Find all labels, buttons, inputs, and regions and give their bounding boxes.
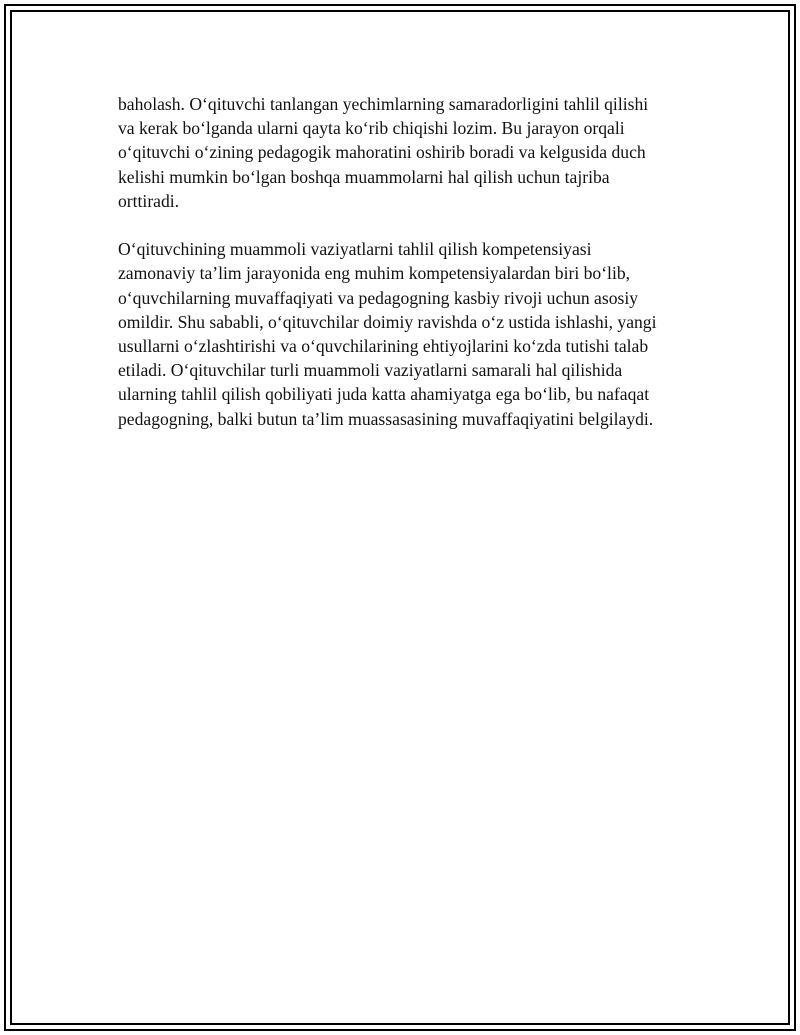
text-line: usullarni o‘zlashtirishi va o‘quvchilarining ehtiyojlarini ko‘zda tutishi talab: [118, 336, 649, 357]
text-line: omildir. Shu sababli, o‘qituvchilar doimiy ravishda o‘z ustida ishlashi, yangi: [118, 311, 657, 332]
text-line: kelishi mumkin bo‘lgan boshqa muammolarni hal qilish uchun tajriba: [118, 166, 610, 187]
document-body: [118, 92, 688, 455]
text-line: o‘qituvchi o‘zining pedagogik mahoratini oshirib boradi va kelgusida duch: [118, 142, 646, 163]
text-line: ularning tahlil qilish qobiliyati juda katta ahamiyatga ega bo‘lib, bu nafaqat: [118, 384, 650, 405]
text-line: orttiradi.: [118, 190, 180, 211]
text-line: o‘quvchilarning muvaffaqiyati va pedagogning kasbiy rivoji uchun asosiy: [118, 287, 639, 308]
paragraph-1: [118, 92, 688, 213]
text-line: O‘qituvchining muammoli vaziyatlarni tahlil qilish kompetensiyasi: [118, 239, 592, 260]
text-line: etiladi. O‘qituvchilar turli muammoli vaziyatlarni samarali hal qilishida: [118, 360, 623, 381]
text-line: pedagogning, balki butun ta’lim muassasasining muvaffaqiyatini belgilaydi.: [118, 408, 654, 429]
paragraph-2: [118, 237, 688, 431]
text-line: zamonaviy ta’lim jarayonida eng muhim kompetensiyalardan biri bo‘lib,: [118, 263, 631, 284]
text-line: va kerak bo‘lganda ularni qayta ko‘rib chiqishi lozim. Bu jarayon orqali: [118, 118, 625, 139]
text-line: baholash. O‘qituvchi tanlangan yechimlarning samaradorligini tahlil qilishi: [118, 94, 649, 114]
